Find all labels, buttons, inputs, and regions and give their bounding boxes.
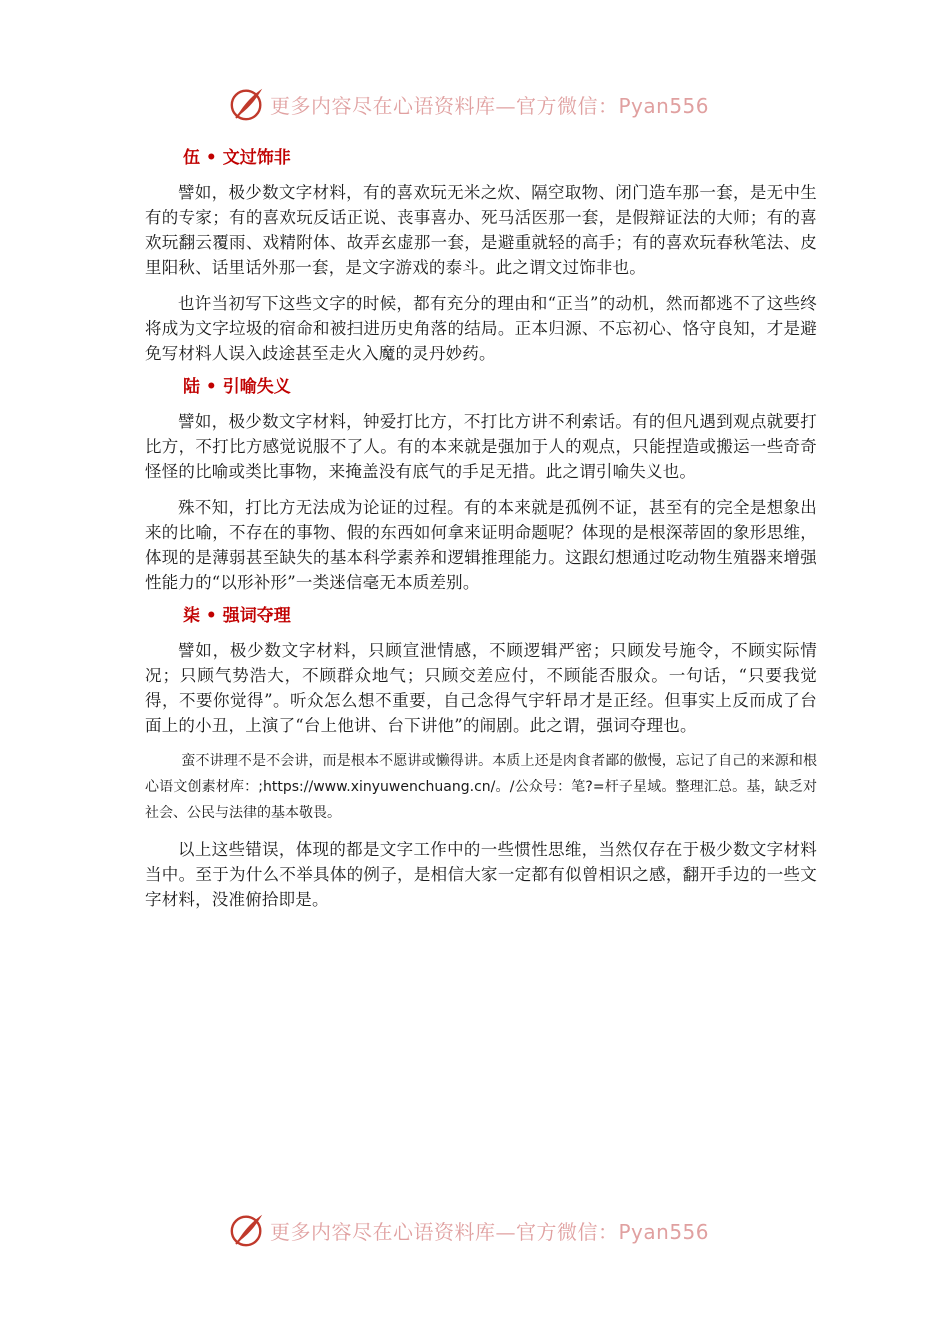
watermark-text: 更多内容尽在心语资料库—官方微信：Pyan556 [270, 93, 710, 118]
section-heading-lu: 陆 • 引喻失义 [183, 377, 291, 397]
section-heading-wu: 伍 • 文过饰非 [183, 148, 291, 168]
document-body [145, 145, 817, 912]
quill-pen-logo-icon [228, 1211, 266, 1249]
header-watermark [228, 84, 748, 124]
paragraph: 譬如，极少数文字材料，钟爱打比方，不打比方讲不利索话。有的但凡遇到观点就要打比方，不打比方感觉说服不了人。有的本来就是强加于人的观点，只能捏造或搬运一些奇奇怪怪的比喻或类比事物，来掩盖没有底气的手足无措。此之谓引喻失义也。 [145, 412, 817, 481]
inserted-note: 蛮不讲理不是不会讲，而是根本不愿讲或懒得讲。本质上还是肉食者鄙的傲慢，忘记了自己的来源和根心语文创素材库：;https://www.xinyuwenchuang.cn/。/公众号：笔?=杆子星域。整理汇总。基，缺乏对社会、公民与法律的基本敬畏。 [145, 753, 817, 821]
paragraph: 也许当初写下这些文字的时候，都有充分的理由和“正当”的动机，然而都逃不了这些终将成为文字垃圾的宿命和被扫进历史角落的结局。正本归源、不忘初心、恪守良知，才是避免写材料人误入歧途甚至走火入魔的灵丹妙药。 [145, 294, 817, 363]
watermark-text: 更多内容尽在心语资料库—官方微信：Pyan556 [270, 1219, 710, 1244]
quill-pen-logo-icon [228, 85, 266, 123]
footer-watermark [228, 1210, 748, 1250]
paragraph: 譬如，极少数文字材料，有的喜欢玩无米之炊、隔空取物、闭门造车那一套，是无中生有的专家；有的喜欢玩反话正说、丧事喜办、死马活医那一套，是假辩证法的大师；有的喜欢玩翻云覆雨、戏精附体、故弄玄虚那一套，是避重就轻的高手；有的喜欢玩春秋笔法、皮里阳秋、话里话外那一套，是文字游戏的泰斗。此之谓文过饰非也。 [145, 183, 817, 277]
paragraph: 譬如，极少数文字材料，只顾宣泄情感，不顾逻辑严密；只顾发号施令，不顾实际情况；只顾气势浩大，不顾群众地气；只顾交差应付，不顾能否服众。一句话，“只要我觉得，不要你觉得”。听众怎么想不重要，自己念得气宇轩昂才是正经。但事实上反而成了台面上的小丑，上演了“台上他讲、台下讲他”的闹剧。此之谓，强词夺理也。 [145, 641, 817, 735]
section-heading-qi: 柒 • 强词夺理 [183, 606, 291, 626]
paragraph: 殊不知，打比方无法成为论证的过程。有的本来就是孤例不证，甚至有的完全是想象出来的比喻，不存在的事物、假的东西如何拿来证明命题呢？体现的是根深蒂固的象形思维，体现的是薄弱甚至缺失的基本科学素养和逻辑推理能力。这跟幻想通过吃动物生殖器来增强性能力的“以形补形”一类迷信毫无本质差别。 [145, 498, 817, 592]
closing-paragraph: 以上这些错误，体现的都是文字工作中的一些惯性思维，当然仅存在于极少数文字材料当中。至于为什么不举具体的例子，是相信大家一定都有似曾相识之感，翻开手边的一些文字材料，没准俯拾即是。 [145, 840, 817, 909]
